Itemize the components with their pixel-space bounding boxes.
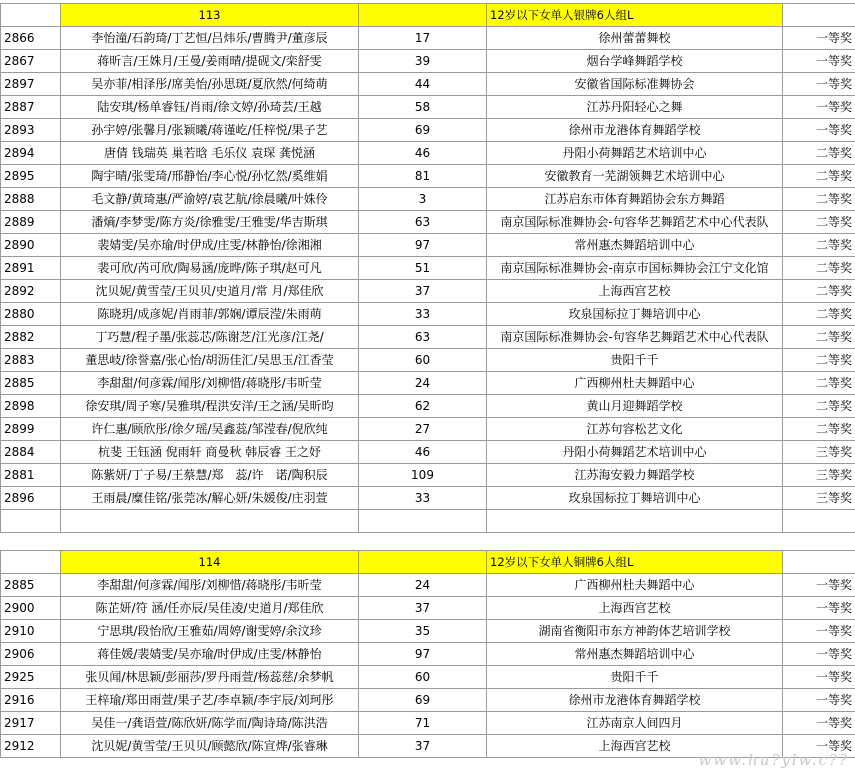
header-blank-cell [783, 4, 855, 27]
entry-id: 2893 [1, 119, 61, 142]
entry-count: 58 [359, 96, 487, 119]
dancer-names: 陈芷妍/符 涵/任亦辰/吴佳凌/史道月/郑佳欣 [61, 597, 359, 620]
table-row [1, 464, 855, 487]
dancer-names: 沈贝妮/黄雪莹/王贝贝/史道月/常 月/郑佳欣 [61, 280, 359, 303]
empty-row [1, 510, 855, 533]
dancer-names: 孙宇婷/张馨月/张颖曦/蒋谨屹/任梓悦/果子艺 [61, 119, 359, 142]
table-row [1, 27, 855, 50]
empty-cell [61, 510, 359, 533]
school-name: 烟台学峰舞蹈学校 [487, 50, 783, 73]
entry-count: 17 [359, 27, 487, 50]
entry-count: 46 [359, 142, 487, 165]
award-level: 二等奖 [783, 142, 855, 165]
section-spacer [359, 4, 487, 27]
entry-count: 63 [359, 211, 487, 234]
table-row [1, 73, 855, 96]
entry-id: 2883 [1, 349, 61, 372]
table-row [1, 418, 855, 441]
entry-count: 27 [359, 418, 487, 441]
table-row [1, 165, 855, 188]
dancer-names: 李怡潼/石韵琦/丁艺恒/吕炜乐/曹腾尹/董彦辰 [61, 27, 359, 50]
section-spacer [359, 551, 487, 574]
dancer-names: 许仁惠/顾欣彤/徐夕瑶/吴鑫蕊/邹滢春/倪欣纯 [61, 418, 359, 441]
school-name: 上海西宫艺校 [487, 735, 783, 758]
award-level: 二等奖 [783, 418, 855, 441]
award-level: 二等奖 [783, 372, 855, 395]
dancer-names: 唐倩 钱瑞英 巢若晗 毛乐仪 袁琛 龚悦涵 [61, 142, 359, 165]
empty-cell [359, 510, 487, 533]
table-row [1, 50, 855, 73]
entry-count: 71 [359, 712, 487, 735]
table-row [1, 303, 855, 326]
dancer-names: 李甜甜/何彦霖/闻彤/刘柳惜/蒋晓彤/韦昕莹 [61, 372, 359, 395]
award-level: 二等奖 [783, 257, 855, 280]
dancer-names: 丁巧慧/程子墨/张蕊芯/陈谢芝/江光彦/江尧/ [61, 326, 359, 349]
school-name: 安徽教育一芜湖领舞艺术培训中心 [487, 165, 783, 188]
award-level: 一等奖 [783, 574, 855, 597]
entry-count: 39 [359, 50, 487, 73]
section-title: 12岁以下女单人银牌6人组L [487, 4, 783, 27]
empty-cell [487, 510, 783, 533]
award-level: 三等奖 [783, 441, 855, 464]
entry-id: 2889 [1, 211, 61, 234]
award-level: 一等奖 [783, 712, 855, 735]
table-row [1, 487, 855, 510]
entry-count: 37 [359, 597, 487, 620]
school-name: 江苏南京人间四月 [487, 712, 783, 735]
table-row [1, 349, 855, 372]
entry-id: 2917 [1, 712, 61, 735]
award-level: 一等奖 [783, 27, 855, 50]
section-number: 114 [61, 551, 359, 574]
school-name: 上海西宫艺校 [487, 597, 783, 620]
school-name: 江苏海安毅力舞蹈学校 [487, 464, 783, 487]
school-name: 丹阳小荷舞蹈艺术培训中心 [487, 142, 783, 165]
table-row [1, 372, 855, 395]
entry-id: 2900 [1, 597, 61, 620]
dancer-names: 陈紫妍/丁子易/王蔡慧/郑 蕊/许 诺/陶积辰 [61, 464, 359, 487]
section-header [1, 551, 855, 574]
table-row [1, 395, 855, 418]
school-name: 广西柳州杜夫舞蹈中心 [487, 372, 783, 395]
award-level: 二等奖 [783, 395, 855, 418]
award-level: 一等奖 [783, 597, 855, 620]
entry-id: 2898 [1, 395, 61, 418]
entry-count: 60 [359, 666, 487, 689]
entry-id: 2895 [1, 165, 61, 188]
results-table-113 [0, 3, 855, 533]
entry-id: 2892 [1, 280, 61, 303]
entry-count: 35 [359, 620, 487, 643]
results-table-114 [0, 550, 855, 758]
dancer-names: 蒋佳媛/裴婧雯/吴亦瑜/时伊成/庄雯/林静怡 [61, 643, 359, 666]
table-row [1, 257, 855, 280]
header-blank-cell [1, 4, 61, 27]
section-number: 113 [61, 4, 359, 27]
dancer-names: 张贝闻/林思颖/彭丽莎/罗丹雨萱/杨蕊慈/余梦帆 [61, 666, 359, 689]
entry-count: 44 [359, 73, 487, 96]
school-name: 贵阳千千 [487, 666, 783, 689]
entry-count: 81 [359, 165, 487, 188]
award-level: 一等奖 [783, 735, 855, 758]
entry-id: 2912 [1, 735, 61, 758]
school-name: 常州惠杰舞蹈培训中心 [487, 643, 783, 666]
dancer-names: 董思岐/徐誉嘉/张心怡/胡沥佳汇/吴思玉/江香莹 [61, 349, 359, 372]
dancer-names: 陆安琪/杨单睿钰/肖雨/徐文婷/孙琦芸/王越 [61, 96, 359, 119]
entry-id: 2880 [1, 303, 61, 326]
table-row [1, 441, 855, 464]
entry-id: 2867 [1, 50, 61, 73]
school-name: 南京国际标准舞协会-南京市国标舞协会江宁文化馆 [487, 257, 783, 280]
school-name: 贵阳千千 [487, 349, 783, 372]
table-row [1, 712, 855, 735]
entry-count: 63 [359, 326, 487, 349]
award-level: 三等奖 [783, 487, 855, 510]
entry-id: 2891 [1, 257, 61, 280]
school-name: 南京国际标准舞协会-句容华艺舞蹈艺术中心代表队 [487, 211, 783, 234]
dancer-names: 李甜甜/何彦霖/闻彤/刘柳惜/蒋晓彤/韦昕莹 [61, 574, 359, 597]
table-row [1, 119, 855, 142]
dancer-names: 裴可欣/芮可欣/陶易涵/庞晔/陈子琪/赵可凡 [61, 257, 359, 280]
table-row [1, 689, 855, 712]
entry-id: 2866 [1, 27, 61, 50]
entry-id: 2885 [1, 574, 61, 597]
school-name: 南京国际标准舞协会-句容华艺舞蹈艺术中心代表队 [487, 326, 783, 349]
watermark: www.hu?ylw.c?? [698, 751, 849, 769]
entry-id: 2885 [1, 372, 61, 395]
entry-count: 37 [359, 280, 487, 303]
school-name: 丹阳小荷舞蹈艺术培训中心 [487, 441, 783, 464]
award-level: 一等奖 [783, 620, 855, 643]
entry-id: 2910 [1, 620, 61, 643]
school-name: 徐州蕾蕾舞校 [487, 27, 783, 50]
school-name: 玫泉国标拉丁舞培训中心 [487, 487, 783, 510]
school-name: 黄山月迎舞蹈学校 [487, 395, 783, 418]
award-level: 二等奖 [783, 211, 855, 234]
entry-count: 97 [359, 234, 487, 257]
entry-count: 37 [359, 735, 487, 758]
award-level: 二等奖 [783, 188, 855, 211]
school-name: 常州惠杰舞蹈培训中心 [487, 234, 783, 257]
award-level: 二等奖 [783, 303, 855, 326]
table-row [1, 211, 855, 234]
entry-count: 69 [359, 689, 487, 712]
table-row [1, 280, 855, 303]
dancer-names: 裴婧雯/吴亦瑜/时伊成/庄雯/林静怡/徐湘湘 [61, 234, 359, 257]
school-name: 湖南省衡阳市东方神韵体艺培训学校 [487, 620, 783, 643]
entry-id: 2916 [1, 689, 61, 712]
table-row [1, 96, 855, 119]
section-title: 12岁以下女单人铜牌6人组L [487, 551, 783, 574]
entry-count: 3 [359, 188, 487, 211]
entry-id: 2899 [1, 418, 61, 441]
dancer-names: 沈贝妮/黄雪莹/王贝贝/顾懿欣/陈宣烨/张睿琳 [61, 735, 359, 758]
entry-count: 24 [359, 372, 487, 395]
dancer-names: 徐安琪/周子寒/吴雅琪/程洪安洋/王之涵/吴昕昀 [61, 395, 359, 418]
award-level: 一等奖 [783, 119, 855, 142]
dancer-names: 杭斐 王钰涵 倪雨轩 商曼秋 韩辰睿 王之妤 [61, 441, 359, 464]
entry-count: 33 [359, 303, 487, 326]
award-level: 一等奖 [783, 666, 855, 689]
entry-count: 51 [359, 257, 487, 280]
dancer-names: 陶宇晴/张雯琦/邢静怡/李心悦/孙忆然/奚维娟 [61, 165, 359, 188]
award-level: 二等奖 [783, 280, 855, 303]
dancer-names: 吴佳一/龚语萱/陈欣妍/陈学而/陶诗琦/陈洪浩 [61, 712, 359, 735]
entry-count: 109 [359, 464, 487, 487]
school-name: 广西柳州杜夫舞蹈中心 [487, 574, 783, 597]
dancer-names: 潘熵/李梦雯/陈方炎/徐雅雯/王雅雯/华吉斯琪 [61, 211, 359, 234]
award-level: 一等奖 [783, 73, 855, 96]
school-name: 安徽省国际标准舞协会 [487, 73, 783, 96]
table-row [1, 326, 855, 349]
dancer-names: 王雨晨/糜佳铭/张莞冰/解心妍/朱媛俊/庄羽萱 [61, 487, 359, 510]
award-level: 三等奖 [783, 464, 855, 487]
school-name: 玫泉国标拉丁舞培训中心 [487, 303, 783, 326]
table-row [1, 188, 855, 211]
empty-cell [1, 510, 61, 533]
school-name: 徐州市龙港体育舞蹈学校 [487, 119, 783, 142]
table-row [1, 142, 855, 165]
entry-count: 97 [359, 643, 487, 666]
entry-id: 2897 [1, 73, 61, 96]
entry-count: 33 [359, 487, 487, 510]
dancer-names: 吴亦菲/相泽彤/席美怡/孙思斑/夏欣然/何绮萌 [61, 73, 359, 96]
dancer-names: 陈晓玥/成彦妮/肖雨菲/郭娴/谭辰滢/朱雨萌 [61, 303, 359, 326]
award-level: 一等奖 [783, 50, 855, 73]
entry-id: 2906 [1, 643, 61, 666]
entry-count: 62 [359, 395, 487, 418]
award-level: 二等奖 [783, 165, 855, 188]
table-row [1, 643, 855, 666]
empty-cell [783, 510, 855, 533]
entry-count: 24 [359, 574, 487, 597]
award-level: 二等奖 [783, 234, 855, 257]
entry-count: 69 [359, 119, 487, 142]
dancer-names: 蒋昕言/王姝月/王曼/姜雨晴/提砚文/栾舒雯 [61, 50, 359, 73]
dancer-names: 宁思琪/段怡欣/王雅茹/周婷/谢雯婷/余汶珍 [61, 620, 359, 643]
award-level: 一等奖 [783, 689, 855, 712]
school-name: 江苏句容松艺文化 [487, 418, 783, 441]
award-level: 一等奖 [783, 96, 855, 119]
school-name: 上海西宫艺校 [487, 280, 783, 303]
table-row [1, 574, 855, 597]
entry-id: 2925 [1, 666, 61, 689]
table-row [1, 666, 855, 689]
school-name: 江苏启东市体育舞蹈协会东方舞蹈 [487, 188, 783, 211]
header-blank-cell [783, 551, 855, 574]
award-level: 二等奖 [783, 349, 855, 372]
entry-count: 60 [359, 349, 487, 372]
table-row [1, 620, 855, 643]
dancer-names: 王梓瑜/郑田雨萱/果子艺/李卓颖/李宇辰/刘珂彤 [61, 689, 359, 712]
section-header [1, 4, 855, 27]
award-level: 二等奖 [783, 326, 855, 349]
dancer-names: 毛文静/黄琦惠/严渝婷/袁艺航/徐晨曦/叶姝伶 [61, 188, 359, 211]
entry-id: 2888 [1, 188, 61, 211]
school-name: 江苏丹阳轻心之舞 [487, 96, 783, 119]
entry-id: 2884 [1, 441, 61, 464]
entry-count: 46 [359, 441, 487, 464]
award-level: 一等奖 [783, 643, 855, 666]
entry-id: 2894 [1, 142, 61, 165]
entry-id: 2882 [1, 326, 61, 349]
table-row [1, 597, 855, 620]
entry-id: 2890 [1, 234, 61, 257]
entry-id: 2896 [1, 487, 61, 510]
header-blank-cell [1, 551, 61, 574]
entry-id: 2881 [1, 464, 61, 487]
table-row [1, 234, 855, 257]
entry-id: 2887 [1, 96, 61, 119]
school-name: 徐州市龙港体育舞蹈学校 [487, 689, 783, 712]
